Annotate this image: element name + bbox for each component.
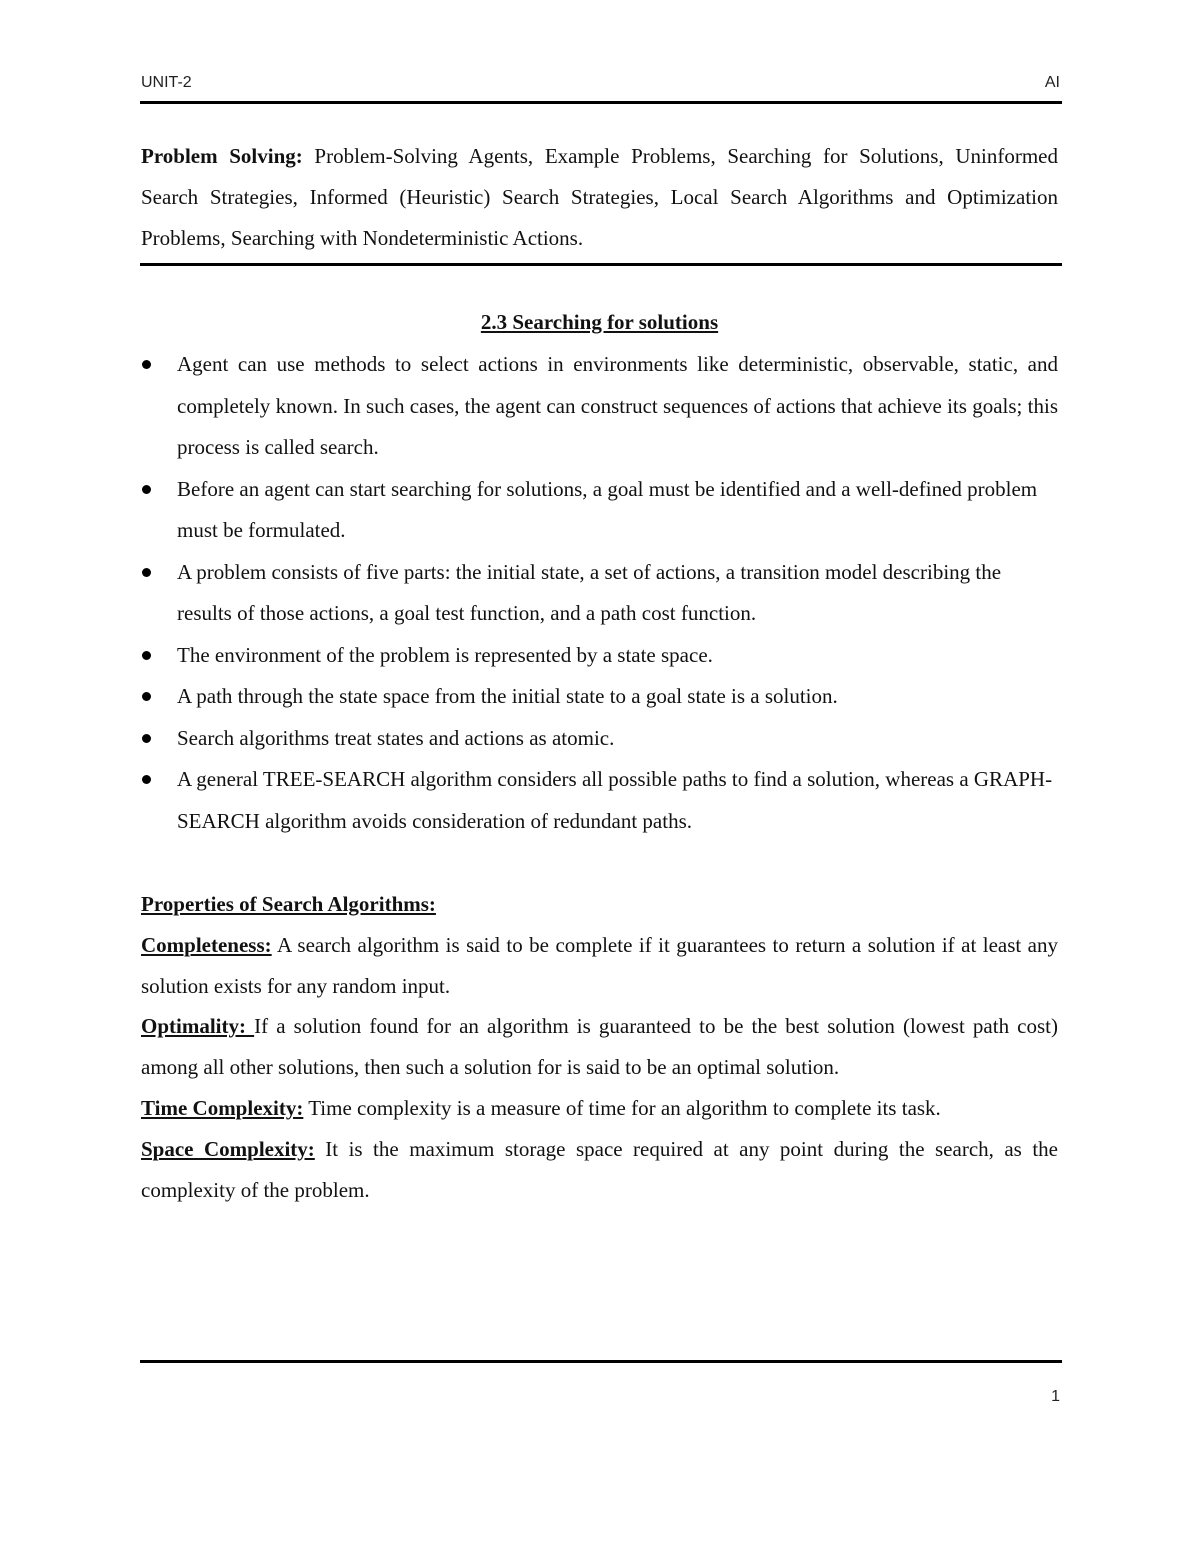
property-term: Completeness:	[141, 932, 272, 957]
property-text: It is the maximum storage space required at any point during the search, as the complexity of the problem.	[141, 1136, 1058, 1202]
header-divider	[140, 101, 1062, 104]
bullet-icon	[142, 651, 151, 660]
list-item	[141, 718, 1058, 760]
properties-heading: Properties of Search Algorithms:	[141, 892, 436, 916]
bullet-text: Search algorithms treat states and actions as atomic.	[177, 725, 615, 750]
property-completeness	[141, 925, 1058, 1007]
footer-divider	[140, 1360, 1062, 1363]
bullet-text: A path through the state space from the initial state to a goal state is a solution.	[177, 684, 838, 708]
bullet-text: A problem consists of five parts: the initial state, a set of actions, a transition model describing the results of those actions, a goal test function, and a path cost function.	[177, 559, 1002, 625]
bullet-icon	[142, 360, 151, 369]
page-number: 1	[1051, 1388, 1060, 1405]
bullet-icon	[142, 485, 151, 494]
bullet-text: Agent can use methods to select actions in environments like deterministic, observable, static, and completely known. In such cases, the agent can construct sequences of actions that achieve its goals; this process is called search.	[177, 352, 1058, 459]
list-item	[141, 635, 1058, 677]
list-item	[141, 552, 1058, 635]
property-space-complexity	[141, 1129, 1058, 1211]
list-item	[141, 676, 1058, 718]
property-term: Time Complexity:	[141, 1095, 304, 1120]
syllabus-text: Problem-Solving Agents, Example Problems, Searching for Solutions, Uninformed Search Strategies, Informed (Heuristic) Search Strategies, Local Search Algorithms and Optimization Problems, Searching with Nondeterministic Actions.	[141, 144, 1059, 250]
property-text: If a solution found for an algorithm is guaranteed to be the best solution (lowest path cost) among all other solutions, then such a solution for is said to be an optimal solution.	[141, 1014, 1058, 1080]
list-item	[141, 344, 1058, 469]
section-title: 2.3 Searching for solutions	[480, 310, 719, 334]
property-text: Time complexity is a measure of time for an algorithm to complete its task.	[303, 1095, 941, 1120]
property-text: A search algorithm is said to be complete if it guarantees to return a solution if at least any solution exists for any random input.	[141, 932, 1058, 998]
bullet-icon	[142, 734, 151, 743]
bullet-text: Before an agent can start searching for solutions, a goal must be identified and a well-defined problem must be formulated.	[177, 476, 1038, 542]
header-unit-label: UNIT-2	[141, 74, 192, 91]
bullet-text: The environment of the problem is represented by a state space.	[177, 642, 713, 667]
bullet-icon	[142, 568, 151, 577]
bullet-text: A general TREE-SEARCH algorithm considers all possible paths to find a solution, whereas a GRAPH-SEARCH algorithm avoids consideration of redundant paths.	[177, 767, 1053, 833]
bullet-icon	[142, 692, 151, 701]
list-item	[141, 759, 1058, 842]
bullet-icon	[142, 775, 151, 784]
property-time-complexity	[141, 1088, 1058, 1129]
property-term: Optimality:	[141, 1014, 255, 1039]
header-subject-label: AI	[1044, 74, 1060, 91]
syllabus-divider	[140, 263, 1062, 266]
properties-block	[141, 884, 1058, 1210]
property-term: Space Complexity:	[141, 1136, 315, 1161]
syllabus-paragraph	[141, 136, 1058, 259]
syllabus-label: Problem Solving:	[141, 144, 303, 168]
list-item	[141, 469, 1058, 552]
bullet-list	[141, 344, 1058, 842]
property-optimality	[141, 1006, 1058, 1088]
